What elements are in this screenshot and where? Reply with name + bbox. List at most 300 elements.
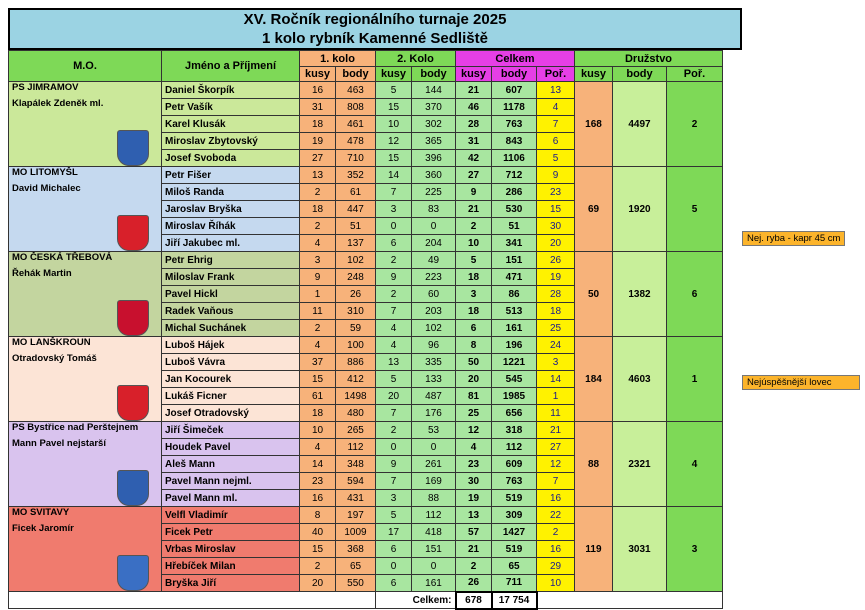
team-total-body: 1920 [613,167,667,252]
table-row [9,422,723,439]
round2-kusy: 2 [376,286,412,303]
round1-body: 26 [336,286,376,303]
spacer [537,592,723,609]
coat-of-arms-icon [117,555,149,591]
team-total-body: 4497 [613,82,667,167]
round2-kusy: 0 [376,558,412,575]
round1-kusy: 27 [300,150,336,167]
header-c-body: body [492,67,537,82]
celkem-body: 656 [492,405,537,422]
header-celkem: Celkem [456,51,575,67]
round2-body: 151 [412,541,456,558]
team-title: MO SVITAVY [12,507,70,518]
round1-body: 248 [336,269,376,286]
title-banner [8,8,742,50]
round2-body: 365 [412,133,456,150]
round2-body: 335 [412,354,456,371]
celkem-body: 1106 [492,150,537,167]
round2-body: 418 [412,524,456,541]
celkem-poradi: 27 [537,439,575,456]
round1-body: 461 [336,116,376,133]
round2-body: 161 [412,575,456,592]
celkem-body: 112 [492,439,537,456]
round1-kusy: 13 [300,167,336,184]
note-biggest-fish: Nej. ryba - kapr 45 cm [742,231,845,246]
celkem-poradi: 5 [537,150,575,167]
celkem-body: 607 [492,82,537,99]
celkem-poradi: 7 [537,473,575,490]
round1-body: 1009 [336,524,376,541]
header-t-por: Poř. [667,67,723,82]
header-t-body: body [613,67,667,82]
member-name: Petr Ehrig [162,252,300,269]
header-round-1: 1. kolo [300,51,376,67]
team-rank: 2 [667,82,723,167]
round2-kusy: 0 [376,439,412,456]
member-name: Aleš Mann [162,456,300,473]
celkem-poradi: 2 [537,524,575,541]
celkem-body: 763 [492,473,537,490]
table-row [9,82,723,99]
team-mo-cell [9,252,162,337]
grand-total-row [9,592,723,609]
team-rank: 6 [667,252,723,337]
round2-kusy: 7 [376,184,412,201]
celkem-poradi: 18 [537,303,575,320]
celkem-body: 763 [492,116,537,133]
member-name: Hřebíček Milan [162,558,300,575]
celkem-poradi: 22 [537,507,575,524]
round1-kusy: 8 [300,507,336,524]
celkem-kusy: 18 [456,269,492,286]
member-name: Jiří Šimeček [162,422,300,439]
round1-body: 348 [336,456,376,473]
round1-body: 480 [336,405,376,422]
round2-kusy: 6 [376,235,412,252]
member-name: Pavel Hickl [162,286,300,303]
celkem-body: 86 [492,286,537,303]
round2-body: 169 [412,473,456,490]
celkem-kusy: 42 [456,150,492,167]
round2-body: 225 [412,184,456,201]
member-name: Lukáš Ficner [162,388,300,405]
team-mo-cell [9,82,162,167]
round2-body: 487 [412,388,456,405]
header-r1-body: body [336,67,376,82]
team-total-body: 2321 [613,422,667,507]
celkem-kusy: 5 [456,252,492,269]
round1-kusy: 31 [300,99,336,116]
celkem-kusy: 27 [456,167,492,184]
member-name: Daniel Škorpík [162,82,300,99]
round1-kusy: 2 [300,218,336,235]
round2-body: 96 [412,337,456,354]
title-line-2: 1 kolo rybník Kamenné Sedliště [262,30,488,47]
celkem-kusy: 28 [456,116,492,133]
team-total-kusy: 168 [575,82,613,167]
round1-kusy: 18 [300,116,336,133]
celkem-body: 1178 [492,99,537,116]
round1-body: 478 [336,133,376,150]
member-name: Josef Svoboda [162,150,300,167]
member-name: Luboš Vávra [162,354,300,371]
celkem-body: 530 [492,201,537,218]
spacer [9,592,376,609]
round2-body: 83 [412,201,456,218]
round1-kusy: 61 [300,388,336,405]
member-name: Michal Suchánek [162,320,300,337]
celkem-poradi: 30 [537,218,575,235]
round1-kusy: 1 [300,286,336,303]
round2-kusy: 9 [376,269,412,286]
member-name: Petr Fišer [162,167,300,184]
round1-body: 197 [336,507,376,524]
header-c-kusy: kusy [456,67,492,82]
round2-body: 0 [412,218,456,235]
round1-kusy: 4 [300,439,336,456]
grand-total-kusy: 678 [456,592,492,609]
round2-kusy: 10 [376,116,412,133]
round1-body: 352 [336,167,376,184]
celkem-poradi: 28 [537,286,575,303]
round2-kusy: 3 [376,201,412,218]
round2-kusy: 17 [376,524,412,541]
team-leader: Ficek Jaromír [12,523,74,534]
table-row [9,507,723,524]
round2-kusy: 9 [376,456,412,473]
member-name: Houdek Pavel [162,439,300,456]
round2-kusy: 6 [376,575,412,592]
round1-kusy: 37 [300,354,336,371]
celkem-poradi: 16 [537,490,575,507]
team-rank: 1 [667,337,723,422]
team-total-kusy: 50 [575,252,613,337]
round1-kusy: 2 [300,320,336,337]
celkem-kusy: 26 [456,575,492,592]
round1-kusy: 19 [300,133,336,150]
round2-kusy: 7 [376,473,412,490]
celkem-poradi: 11 [537,405,575,422]
team-mo-cell [9,507,162,592]
grand-total-body: 17 754 [492,592,537,609]
celkem-body: 843 [492,133,537,150]
team-total-body: 3031 [613,507,667,592]
celkem-body: 545 [492,371,537,388]
celkem-poradi: 9 [537,167,575,184]
celkem-poradi: 6 [537,133,575,150]
round2-kusy: 7 [376,405,412,422]
member-name: Jaroslav Bryška [162,201,300,218]
round2-body: 302 [412,116,456,133]
round1-body: 710 [336,150,376,167]
round2-body: 102 [412,320,456,337]
round2-body: 60 [412,286,456,303]
round1-kusy: 14 [300,456,336,473]
header-name: Jméno a Příjmení [162,51,300,82]
round1-body: 59 [336,320,376,337]
member-name: Radek Vaňous [162,303,300,320]
round1-body: 61 [336,184,376,201]
team-total-kusy: 119 [575,507,613,592]
celkem-body: 609 [492,456,537,473]
member-name: Karel Klusák [162,116,300,133]
celkem-poradi: 21 [537,422,575,439]
celkem-body: 471 [492,269,537,286]
team-title: MO ČESKÁ TŘEBOVÁ [12,252,113,263]
celkem-body: 1221 [492,354,537,371]
celkem-kusy: 46 [456,99,492,116]
celkem-kusy: 8 [456,337,492,354]
celkem-kusy: 3 [456,286,492,303]
celkem-kusy: 21 [456,82,492,99]
round2-kusy: 20 [376,388,412,405]
celkem-kusy: 21 [456,541,492,558]
round2-kusy: 14 [376,167,412,184]
round2-body: 261 [412,456,456,473]
celkem-kusy: 81 [456,388,492,405]
member-name: Jan Kocourek [162,371,300,388]
team-title: PS Bystřice nad Perštejnem [12,422,139,433]
celkem-kusy: 21 [456,201,492,218]
round1-body: 265 [336,422,376,439]
round1-kusy: 40 [300,524,336,541]
round1-kusy: 16 [300,490,336,507]
round2-body: 53 [412,422,456,439]
round1-body: 137 [336,235,376,252]
round2-body: 144 [412,82,456,99]
celkem-body: 711 [492,575,537,592]
team-leader: Otradovský Tomáš [12,353,97,364]
team-title: MO LANŠKROUN [12,337,91,348]
celkem-kusy: 13 [456,507,492,524]
member-name: Vrbas Miroslav [162,541,300,558]
round1-body: 463 [336,82,376,99]
round1-kusy: 10 [300,422,336,439]
round2-body: 49 [412,252,456,269]
team-total-kusy: 184 [575,337,613,422]
celkem-body: 519 [492,541,537,558]
team-title: PS JIMRAMOV [12,82,79,93]
round2-body: 396 [412,150,456,167]
round1-body: 1498 [336,388,376,405]
celkem-poradi: 24 [537,337,575,354]
round1-body: 51 [336,218,376,235]
team-mo-cell [9,167,162,252]
celkem-poradi: 25 [537,320,575,337]
round2-kusy: 5 [376,371,412,388]
celkem-body: 1985 [492,388,537,405]
celkem-body: 519 [492,490,537,507]
celkem-kusy: 12 [456,422,492,439]
round1-body: 447 [336,201,376,218]
coat-of-arms-icon [117,385,149,421]
round2-body: 112 [412,507,456,524]
round2-body: 360 [412,167,456,184]
header-row-1 [9,51,723,67]
round2-kusy: 4 [376,320,412,337]
round1-body: 102 [336,252,376,269]
round2-kusy: 0 [376,218,412,235]
round2-body: 370 [412,99,456,116]
table-row [9,337,723,354]
team-leader: David Michalec [12,183,81,194]
member-name: Miroslav Zbytovský [162,133,300,150]
member-name: Josef Otradovský [162,405,300,422]
celkem-kusy: 57 [456,524,492,541]
round1-body: 100 [336,337,376,354]
member-name: Luboš Hájek [162,337,300,354]
round1-body: 310 [336,303,376,320]
round1-body: 431 [336,490,376,507]
round2-body: 203 [412,303,456,320]
coat-of-arms-icon [117,300,149,336]
round2-body: 0 [412,439,456,456]
celkem-kusy: 31 [456,133,492,150]
member-name: Miloslav Frank [162,269,300,286]
celkem-kusy: 9 [456,184,492,201]
celkem-body: 196 [492,337,537,354]
celkem-body: 309 [492,507,537,524]
team-title: MO LITOMYŠL [12,167,78,178]
round1-kusy: 3 [300,252,336,269]
member-name: Petr Vašík [162,99,300,116]
celkem-kusy: 50 [456,354,492,371]
celkem-poradi: 7 [537,116,575,133]
round1-body: 550 [336,575,376,592]
team-rank: 5 [667,167,723,252]
round2-kusy: 13 [376,354,412,371]
coat-of-arms-icon [117,470,149,506]
celkem-poradi: 19 [537,269,575,286]
round1-kusy: 11 [300,303,336,320]
celkem-kusy: 23 [456,456,492,473]
member-name: Ficek Petr [162,524,300,541]
celkem-kusy: 2 [456,218,492,235]
header-round-2: 2. Kolo [376,51,456,67]
note-best-angler: Nejúspěšnější lovec [742,375,860,390]
team-mo-cell [9,337,162,422]
round1-body: 886 [336,354,376,371]
team-rank: 4 [667,422,723,507]
celkem-poradi: 16 [537,541,575,558]
header-druzstvo: Družstvo [575,51,723,67]
coat-of-arms-icon [117,130,149,166]
celkem-poradi: 14 [537,371,575,388]
round1-body: 594 [336,473,376,490]
round2-kusy: 5 [376,82,412,99]
celkem-kusy: 25 [456,405,492,422]
celkem-kusy: 19 [456,490,492,507]
celkem-body: 161 [492,320,537,337]
title-line-1: XV. Ročník regionálního turnaje 2025 [243,11,507,28]
member-name: Miloš Randa [162,184,300,201]
celkem-body: 51 [492,218,537,235]
celkem-body: 151 [492,252,537,269]
celkem-body: 712 [492,167,537,184]
round2-body: 88 [412,490,456,507]
celkem-poradi: 4 [537,99,575,116]
celkem-kusy: 30 [456,473,492,490]
round2-body: 223 [412,269,456,286]
results-table [8,50,723,610]
celkem-body: 286 [492,184,537,201]
round1-kusy: 4 [300,337,336,354]
team-rank: 3 [667,507,723,592]
round2-kusy: 5 [376,507,412,524]
celkem-poradi: 10 [537,575,575,592]
header-t-kusy: kusy [575,67,613,82]
round2-body: 133 [412,371,456,388]
round2-kusy: 15 [376,99,412,116]
celkem-body: 513 [492,303,537,320]
member-name: Bryška Jiří [162,575,300,592]
round2-kusy: 7 [376,303,412,320]
celkem-poradi: 12 [537,456,575,473]
round1-kusy: 9 [300,269,336,286]
celkem-poradi: 26 [537,252,575,269]
table-row [9,167,723,184]
round1-kusy: 2 [300,184,336,201]
team-leader: Řehák Martin [12,268,72,279]
celkem-body: 65 [492,558,537,575]
round1-kusy: 15 [300,541,336,558]
celkem-poradi: 13 [537,82,575,99]
celkem-body: 1427 [492,524,537,541]
round2-body: 0 [412,558,456,575]
round2-kusy: 4 [376,337,412,354]
round2-body: 176 [412,405,456,422]
coat-of-arms-icon [117,215,149,251]
round2-kusy: 12 [376,133,412,150]
celkem-kusy: 20 [456,371,492,388]
round2-kusy: 15 [376,150,412,167]
team-total-body: 1382 [613,252,667,337]
round2-body: 204 [412,235,456,252]
header-mo: M.O. [9,51,162,82]
team-mo-cell [9,422,162,507]
team-total-kusy: 69 [575,167,613,252]
round1-kusy: 18 [300,405,336,422]
header-c-por: Poř. [537,67,575,82]
member-name: Pavel Mann nejml. [162,473,300,490]
celkem-poradi: 29 [537,558,575,575]
round1-body: 808 [336,99,376,116]
round1-kusy: 16 [300,82,336,99]
celkem-poradi: 23 [537,184,575,201]
celkem-body: 341 [492,235,537,252]
member-name: Miroslav Říhák [162,218,300,235]
team-total-kusy: 88 [575,422,613,507]
round1-kusy: 4 [300,235,336,252]
celkem-kusy: 4 [456,439,492,456]
member-name: Velfl Vladimír [162,507,300,524]
round1-kusy: 15 [300,371,336,388]
celkem-kusy: 18 [456,303,492,320]
header-r2-body: body [412,67,456,82]
celkem-poradi: 3 [537,354,575,371]
header-r1-kusy: kusy [300,67,336,82]
round1-kusy: 23 [300,473,336,490]
celkem-kusy: 2 [456,558,492,575]
round1-body: 368 [336,541,376,558]
celkem-body: 318 [492,422,537,439]
member-name: Jiří Jakubec ml. [162,235,300,252]
celkem-kusy: 10 [456,235,492,252]
celkem-poradi: 15 [537,201,575,218]
round1-body: 412 [336,371,376,388]
celkem-kusy: 6 [456,320,492,337]
round1-body: 65 [336,558,376,575]
